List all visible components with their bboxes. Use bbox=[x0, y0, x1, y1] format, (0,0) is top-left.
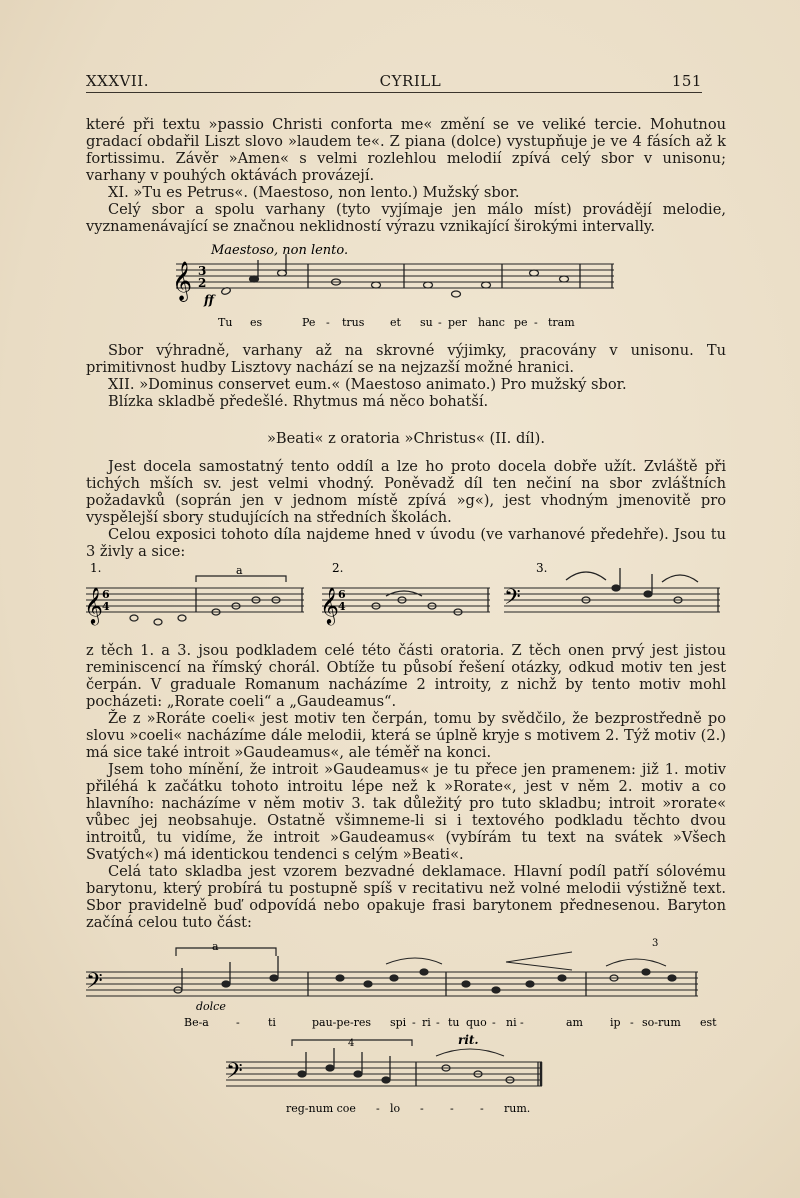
paragraph: Jsem toho mínění, že introit »Gaudeamus« je tu přece jen pramenem: již 1. motiv přiléhá k začátku tohoto introitu lépe než k »Rorate«, jest v něm 2. motiv a co hlavního: nacházíme v něm motiv 3. tak důležitý pro tuto skladbu; introit »rorate« vůbec jej neobsahuje. Ostatně všimneme-li si i textového podkladu těchto dvou introitů, tu vidíme, že introit »Gaudeamus« (vybírám tu text na svátek »Všech Svatých«) má identickou tendenci s celým »Beati«. bbox=[86, 761, 726, 863]
svg-text:-: - bbox=[436, 1016, 440, 1029]
paragraph: Sbor výhradně, varhany až na skrovné výjimky, pracovány v unisonu. Tu primitivnost hudby Lisztovy nachází se na nejzazší možné hranici. bbox=[86, 342, 726, 376]
svg-text:-: - bbox=[438, 316, 442, 329]
svg-text:reg-num coe: reg-num coe bbox=[286, 1102, 356, 1115]
svg-text:6: 6 bbox=[338, 588, 346, 601]
paragraph: které při textu »passio Christi conforta me« změní se ve veliké tercie. Mohutnou gradací obdařil Liszt slovo »laudem te«. Z piana (dolce) vystupňuje je ve 4 fásích až k fortissimu. Závěr »Amen« s velmi rozlehlou melodií zpívá celý sbor v unisonu; varhany v pouhých oktávách provázejí. bbox=[86, 116, 726, 184]
svg-text:rum.: rum. bbox=[504, 1102, 531, 1115]
svg-text:spi: spi bbox=[390, 1016, 407, 1029]
music-example-beati bbox=[86, 938, 726, 1034]
bass-clef: 𝄢 bbox=[226, 1059, 243, 1089]
lyrics bbox=[218, 316, 575, 329]
paragraph: Jest docela samostatný tento oddíl a lze ho proto docela dobře užít. Zvláště při tichých mších sv. jest velmi vhodný. Poněvadž díl ten nečiní na sbor zvláštních požadavků (soprán jen v jednom místě zpívá »g«), jest vhodným jmenovitě pro vyspělejší sbory studujících na středních školách. bbox=[86, 458, 726, 526]
chapter-number: XXXVII. bbox=[86, 72, 149, 90]
svg-text:-: - bbox=[236, 1016, 240, 1029]
text-block-2 bbox=[86, 342, 726, 410]
staff-lines bbox=[176, 264, 614, 288]
paragraph: Že z »Roráte coeli« jest motiv ten čerpán, tomu by svědčilo, že bezprostředně po slovu »coeli« nacházíme dále melodii, která se úplně kryje s motivem 2. Týž motiv (2.) má sice také introit »Gaudeamus«, ale téměř na konci. bbox=[86, 710, 726, 761]
paragraph: Blízka skladbě předešlé. Rhytmus má něco bohatší. bbox=[108, 393, 489, 410]
bracket-label: a bbox=[236, 564, 243, 577]
music-example-motifs bbox=[86, 560, 726, 636]
paragraph: Celý sbor a spolu varhany (tyto vyjímaje jen málo míst) provádějí melodie, vyznamenávající se značnou neklidností výrazu vznikající širokými intervally. bbox=[86, 201, 726, 235]
motif-labels bbox=[90, 561, 547, 575]
svg-text:-: - bbox=[630, 1016, 634, 1029]
svg-text:-: - bbox=[326, 316, 330, 329]
svg-text:trus: trus bbox=[342, 316, 365, 329]
section-heading-xi: XI. »Tu es Petrus«. (Maestoso, non lento.) Mužský sbor. bbox=[108, 184, 520, 201]
music-example-regnum bbox=[86, 1032, 726, 1118]
svg-text:ri: ri bbox=[422, 1016, 431, 1029]
svg-text:Pe: Pe bbox=[302, 316, 316, 329]
bracket-label: a bbox=[212, 940, 219, 953]
svg-text:3.: 3. bbox=[536, 561, 548, 575]
tempo-marking: Maestoso, non lento. bbox=[211, 243, 349, 258]
paragraph: Celá tato skladba jest vzorem bezvadné deklamace. Hlavní podíl patří sólovému barytonu, který probírá tu postupně spíš v recitativu než volné melodii výstižně text. Sbor pravidelně buď odpovídá nebo opakuje frasi barytonem přednesenou. Baryton začíná celou tuto část: bbox=[86, 863, 726, 931]
svg-text:Be-a: Be-a bbox=[184, 1016, 209, 1029]
treble-clef: 𝄞 bbox=[172, 261, 193, 301]
svg-text:ip: ip bbox=[610, 1016, 621, 1029]
svg-text:Tu: Tu bbox=[218, 316, 233, 329]
svg-text:so-rum: so-rum bbox=[642, 1016, 681, 1029]
svg-text:1.: 1. bbox=[90, 561, 102, 575]
svg-text:4: 4 bbox=[102, 600, 110, 613]
svg-text:tu: tu bbox=[448, 1016, 460, 1029]
svg-text:hanc: hanc bbox=[478, 316, 505, 329]
bracket-a bbox=[176, 948, 276, 956]
svg-text:-: - bbox=[420, 1102, 424, 1115]
svg-text:pau-pe-res: pau-pe-res bbox=[312, 1016, 372, 1029]
svg-text:-: - bbox=[376, 1102, 380, 1115]
bass-clef: 𝄢 bbox=[86, 969, 103, 999]
dynamic-marking: dolce bbox=[196, 1000, 226, 1013]
svg-text:es: es bbox=[250, 316, 263, 329]
dynamic-marking: ff bbox=[204, 293, 214, 307]
lyrics bbox=[184, 1016, 717, 1029]
svg-text:pe: pe bbox=[514, 316, 528, 329]
svg-text:ni: ni bbox=[506, 1016, 517, 1029]
lyrics bbox=[286, 1102, 530, 1115]
ritardando-marking: rit. bbox=[458, 1033, 479, 1047]
svg-text:per: per bbox=[448, 316, 467, 329]
svg-text:-: - bbox=[534, 316, 538, 329]
running-title: CYRILL bbox=[379, 72, 442, 90]
svg-text:2.: 2. bbox=[332, 561, 344, 575]
svg-text:-: - bbox=[520, 1016, 524, 1029]
svg-text:ti: ti bbox=[268, 1016, 276, 1029]
svg-text:-: - bbox=[450, 1102, 454, 1115]
svg-text:-: - bbox=[480, 1102, 484, 1115]
svg-text:-: - bbox=[492, 1016, 496, 1029]
page-number: 151 bbox=[671, 72, 702, 90]
svg-text:tram: tram bbox=[548, 316, 575, 329]
svg-text:quo: quo bbox=[466, 1016, 487, 1029]
running-header bbox=[86, 72, 702, 93]
triplet-mark: 3 bbox=[652, 938, 659, 949]
svg-text:6: 6 bbox=[102, 588, 110, 601]
svg-text:et: et bbox=[390, 316, 401, 329]
svg-text:2: 2 bbox=[198, 276, 207, 290]
music-example-tu-es-petrus bbox=[86, 240, 646, 332]
svg-text:est: est bbox=[700, 1016, 717, 1029]
paragraph: Celou exposici tohoto díla najdeme hned v úvodu (ve varhanové předehře). Jsou tu 3 živly a sice: bbox=[86, 526, 726, 560]
section-heading-xii: XII. »Dominus conservet eum.« (Maestoso animato.) Pro mužský sbor. bbox=[108, 376, 627, 393]
text-block-3 bbox=[86, 458, 726, 560]
svg-text:am: am bbox=[566, 1016, 583, 1029]
svg-text:lo: lo bbox=[390, 1102, 401, 1115]
section-title: »Beati« z oratoria »Christus« (II. díl). bbox=[267, 430, 545, 447]
svg-text:4: 4 bbox=[338, 600, 346, 613]
treble-clef: 𝄞 bbox=[320, 586, 339, 624]
tuplet-number: 4 bbox=[348, 1038, 355, 1049]
svg-text:-: - bbox=[412, 1016, 416, 1029]
paragraph: z těch 1. a 3. jsou podkladem celé této části oratoria. Z těch onen prvý jest jistou reminiscencí na římský chorál. Obtíže tu působí řešení otázky, odkud motiv ten jest čerpán. V graduale Romanum nacházíme 2 introity, z nichž by tento motiv mohl pocházeti: „Rorate coeli“ a „Gaudeamus“. bbox=[86, 642, 726, 710]
text-block-1 bbox=[86, 116, 726, 235]
treble-clef: 𝄞 bbox=[84, 586, 103, 624]
bass-clef: 𝄢 bbox=[504, 585, 521, 615]
svg-text:su: su bbox=[420, 316, 433, 329]
svg-text:3: 3 bbox=[198, 264, 207, 278]
text-block-4 bbox=[86, 642, 726, 931]
